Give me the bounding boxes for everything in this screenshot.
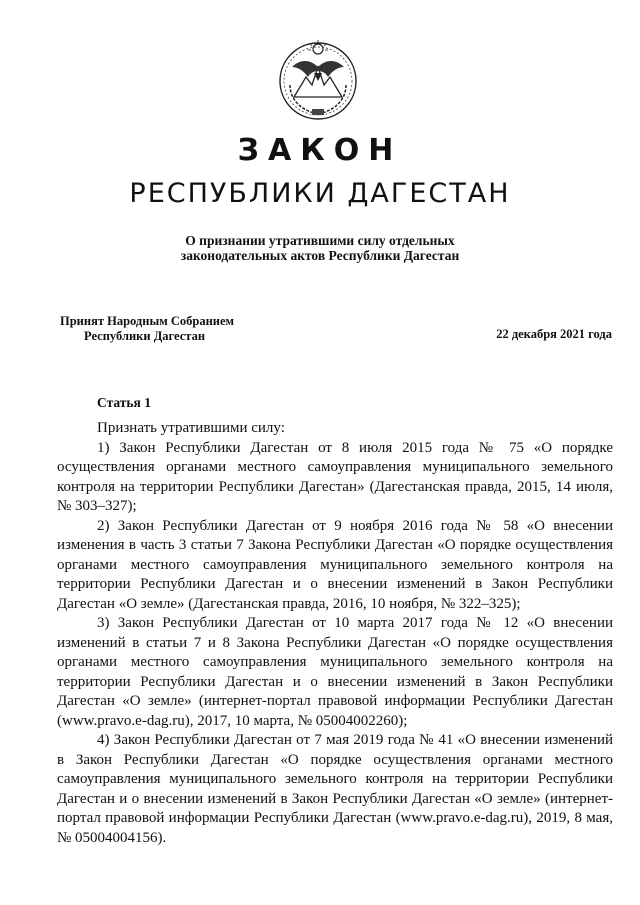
adoption-note xyxy=(60,314,234,344)
list-item: 4) Закон Республики Дагестан от 7 мая 2019 года № 41 «О внесении изменений в Закон Республики Дагестан «О порядке осуществления органами местного самоуправления муниципального земельного контроля на территории Республики Дагестан и о внесении изменений в Закон Республики Дагестан «О земле» (интернет-портал правовой информации Республики Дагестан (www.pravo.e-dag.ru), 2019, 8 мая, № 05004004156). xyxy=(57,732,613,846)
coat-of-arms-emblem xyxy=(276,37,360,121)
article-title: Статья 1 xyxy=(97,395,151,410)
adoption-line-1: Принят Народным Собранием xyxy=(60,314,235,328)
list-item: 1) Закон Республики Дагестан от 8 июля 2015 года № 75 «О порядке осуществления органами местного самоуправления муниципального земельного контроля на территории Республики Дагестан» (Дагестанская правда, 2015, 14 июля, № 303–327); xyxy=(57,439,613,514)
law-title: ЗАКОН xyxy=(237,133,403,168)
article-body xyxy=(57,419,613,848)
article-intro: Признать утратившими силу: xyxy=(97,420,285,436)
republic-title: РЕСПУБЛИКИ ДАГЕСТАН xyxy=(129,178,511,209)
adoption-line-2: Республики Дагестан xyxy=(84,329,206,343)
list-item: 3) Закон Республики Дагестан от 10 марта 2017 года № 12 «О внесении изменений в статьи 7 и 8 Закона Республики Дагестан «О порядке осуществления органами местного самоуправления муниципального земельного контроля на территории Республики Дагестан и о внесении изменений в Закон Республики Дагестан «О земле» (интернет-портал правовой информации Республики Дагестан (www.pravo.e-dag.ru), 2017, 10 марта, № 05004002260); xyxy=(57,615,613,729)
list-item: 2) Закон Республики Дагестан от 9 ноября 2016 года № 58 «О внесении изменения в часть 3 статьи 7 Закона Республики Дагестан «О порядке осуществления органами местного самоуправления муниципального земельного контроля на территории Республики Дагестан и о внесении изменений в Закон Республики Дагестан «О земле» (Дагестанская правда, 2016, 10 ноября, № 322–325); xyxy=(57,517,613,612)
adoption-date: 22 декабря 2021 года xyxy=(496,327,612,341)
law-heading: О признании утратившими силу отдельных законодательных актов Республики Дагестан xyxy=(180,233,460,263)
